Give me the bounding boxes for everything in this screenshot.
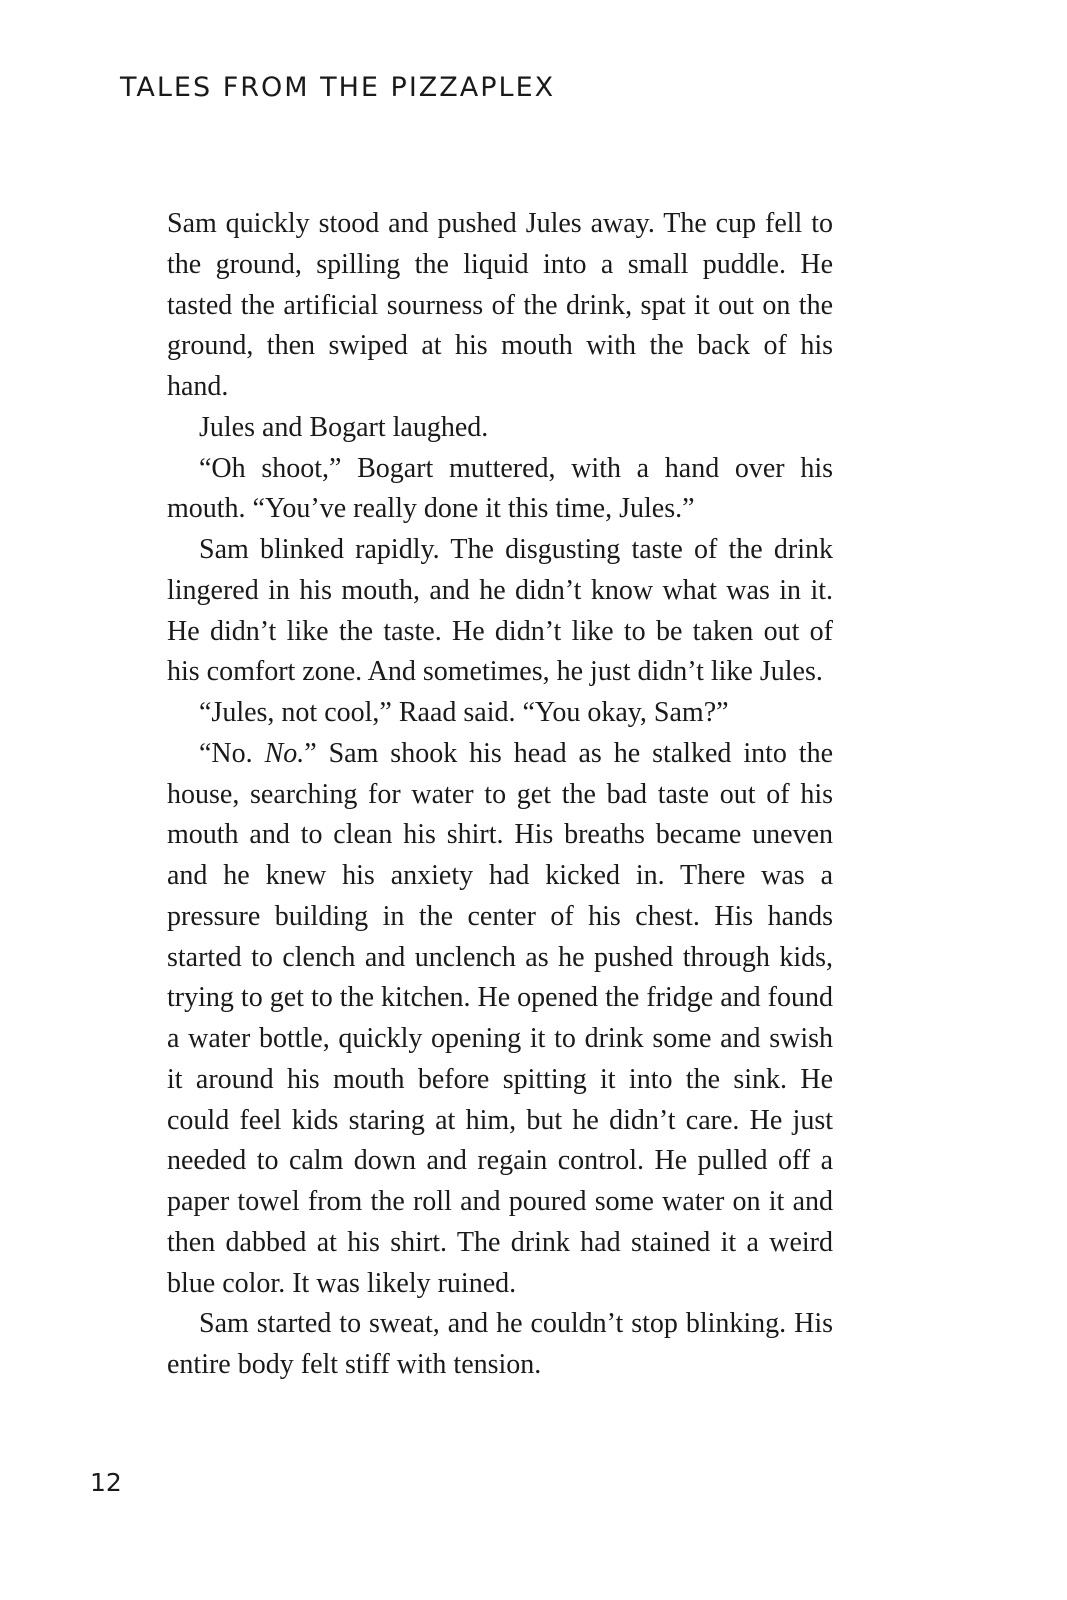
paragraph — [167, 734, 833, 1305]
paragraph: Sam quickly stood and pushed Jules away. The cup fell to the ground, spilling the liquid into a small puddle. He tasted the artificial sourness of the drink, spat it out on the ground, then swiped at his mouth with the back of his hand. — [167, 208, 833, 402]
paragraph-text-before: “No. — [199, 737, 265, 769]
paragraph: Sam started to sweat, and he couldn’t stop blinking. His entire body felt stiff with tension. — [167, 1308, 833, 1380]
page-number: 12 — [90, 1468, 122, 1497]
emphasized-text: No. — [264, 737, 305, 769]
paragraph: “Oh shoot,” Bogart muttered, with a hand over his mouth. “You’ve really done it this time, Jules.” — [167, 452, 833, 525]
body-text — [167, 204, 833, 1386]
paragraph: Sam blinked rapidly. The disgusting taste of the drink lingered in his mouth, and he didn’t know what was in it. He didn’t like the taste. He didn’t like to be taken out of his comfort zone. And sometimes, he just didn’t like Jules. — [167, 534, 833, 688]
paragraph: Jules and Bogart laughed. — [199, 411, 489, 443]
running-head: TALES FROM THE PIZZAPLEX — [120, 72, 556, 103]
paragraph: “Jules, not cool,” Raad said. “You okay, Sam?” — [199, 697, 729, 728]
paragraph-text-after: ” Sam shook his head as he stalked into the house, searching for water to get the bad taste out of his mouth and to clean his shirt. His breaths became uneven and he knew his anxiety had kicked in. There was a pressure building in the center of his chest. His hands started to clench and unclench as he pushed through kids, trying to get to the kitchen. He opened the fridge and found a water bottle, quickly opening it to drink some and swish it around his mouth before spitting it into the sink. He could feel kids staring at him, but he didn’t care. He just needed to calm down and regain control. He pulled off a paper towel from the roll and poured some water on it and then dabbed at his shirt. The drink had stained it a weird blue color. It was likely ruined. — [167, 737, 833, 1299]
